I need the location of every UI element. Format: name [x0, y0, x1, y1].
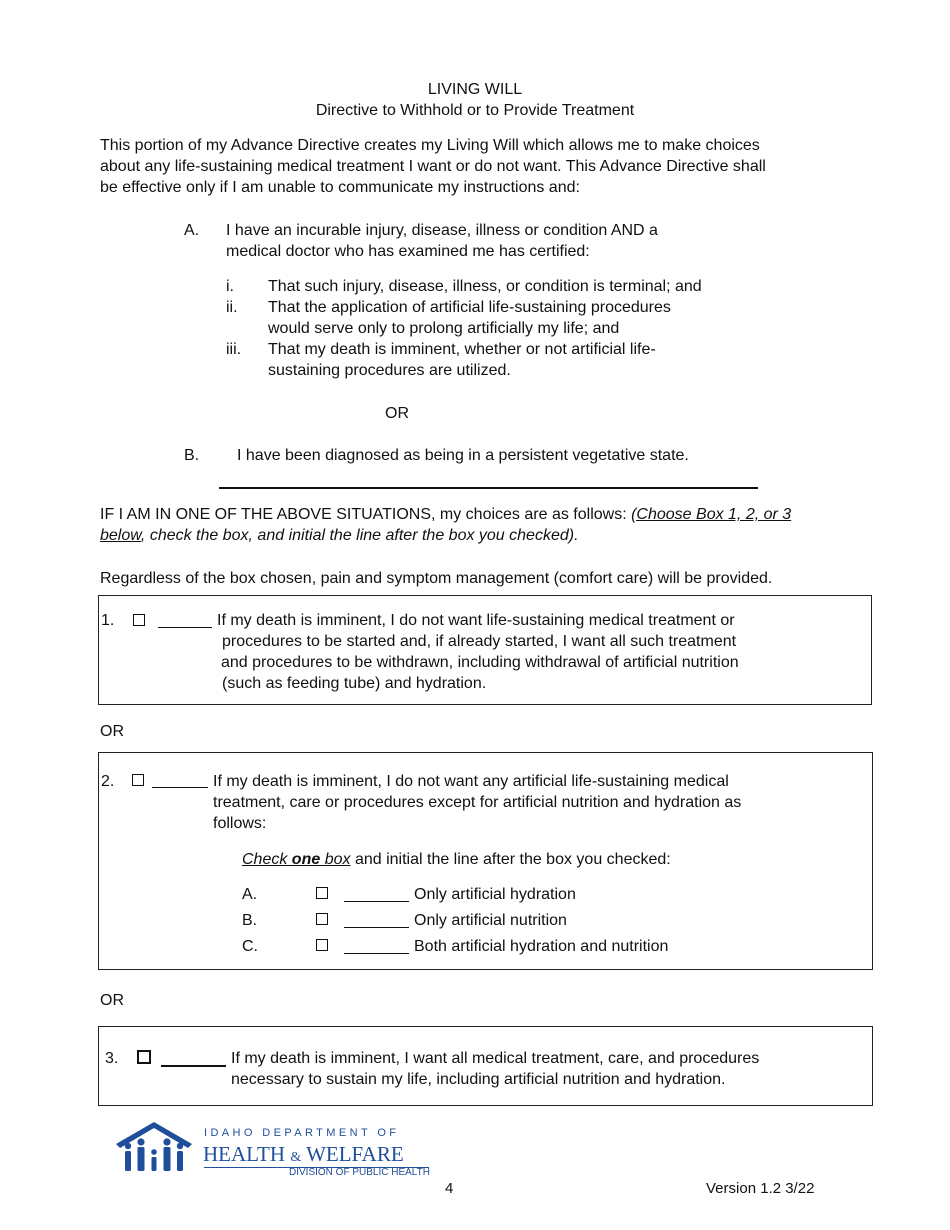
option-1-number: 1. [101, 612, 115, 629]
family-house-logo-icon [114, 1120, 194, 1174]
logo-welfare-text: WELFARE [306, 1142, 404, 1166]
sub-option-a-initials-line[interactable] [344, 886, 409, 902]
option-1-line-1: If my death is imminent, I do not want life-sustaining medical treatment or [217, 612, 735, 629]
version-label: Version 1.2 3/22 [706, 1180, 815, 1197]
sub-option-c-label: C. [242, 938, 258, 955]
sub-option-b-initials-line[interactable] [344, 912, 409, 928]
sub-option-b-text: Only artificial nutrition [414, 912, 567, 929]
option-3-line-1: If my death is imminent, I want all medical treatment, care, and procedures [231, 1050, 760, 1067]
option-2-check-instruction [242, 849, 671, 870]
one-word: one [291, 851, 321, 868]
choices-intro-line-1 [100, 504, 791, 525]
sub-option-a-checkbox[interactable] [316, 887, 328, 899]
intro-line-2: about any life-sustaining medical treatment I want or do not want. This Advance Directive shall [100, 158, 766, 175]
option-1-checkbox[interactable] [133, 614, 145, 626]
condition-a-label: A. [184, 222, 200, 239]
check-one-box [242, 851, 351, 868]
page-number: 4 [445, 1180, 454, 1197]
item-iii-text-2: sustaining procedures are utilized. [268, 362, 511, 379]
sub-option-c-initials-line[interactable] [344, 938, 409, 954]
option-2-number: 2. [101, 773, 115, 790]
sub-option-a-text: Only artificial hydration [414, 886, 576, 903]
choices-intro-caps: IF I AM IN ONE OF THE ABOVE SITUATIONS, my choices are as follows: [100, 506, 627, 523]
sub-option-c-checkbox[interactable] [316, 939, 328, 951]
intro-line-1: This portion of my Advance Directive creates my Living Will which allows me to make choices [100, 137, 760, 154]
box-word: box [320, 851, 351, 868]
or-separator-conditions: OR [385, 405, 409, 422]
sub-option-c-text: Both artificial hydration and nutrition [414, 938, 669, 955]
sub-option-a-label: A. [242, 886, 258, 903]
or-separator-2: OR [100, 992, 124, 1009]
intro-line-3: be effective only if I am unable to communicate my instructions and: [100, 179, 580, 196]
choices-instruction-a: (Choose Box 1, 2, or 3 [631, 506, 792, 523]
choices-instruction-c: , check the box, and initial the line after the box you checked). [140, 527, 579, 544]
sub-option-b-checkbox[interactable] [316, 913, 328, 925]
option-3-number: 3. [105, 1050, 119, 1067]
option-1-line-4: (such as feeding tube) and hydration. [222, 675, 487, 692]
condition-a-line-2: medical doctor who has examined me has certified: [226, 243, 590, 260]
or-separator-1: OR [100, 723, 124, 740]
item-ii-text-2: would serve only to prolong artificially my life; and [268, 320, 620, 337]
section-divider [219, 487, 758, 489]
option-2-line-2: treatment, care or procedures except for artificial nutrition and hydration as [213, 794, 742, 811]
check-instruction-rest: and initial the line after the box you checked: [350, 851, 671, 868]
option-1-initials-line[interactable] [158, 612, 212, 628]
comfort-care-note: Regardless of the box chosen, pain and symptom management (comfort care) will be provided. [100, 570, 773, 587]
item-i-text: That such injury, disease, illness, or condition is terminal; and [268, 278, 702, 295]
item-ii-label: ii. [226, 299, 238, 316]
logo-division-text: DIVISION OF PUBLIC HEALTH [289, 1167, 430, 1178]
option-3-line-2: necessary to sustain my life, including artificial nutrition and hydration. [231, 1071, 726, 1088]
document-subtitle: Directive to Withhold or to Provide Treatment [315, 102, 635, 119]
option-1-line-3: and procedures to be withdrawn, including withdrawal of artificial nutrition [221, 654, 739, 671]
logo-department-text: IDAHO DEPARTMENT OF [204, 1127, 400, 1139]
logo-ampersand: & [290, 1150, 302, 1165]
option-2-initials-line[interactable] [152, 772, 208, 788]
logo-health-text: HEALTH [203, 1142, 286, 1166]
condition-a-line-1: I have an incurable injury, disease, illness or condition AND a [226, 222, 658, 239]
option-1-line-2: procedures to be started and, if already started, I want all such treatment [222, 633, 737, 650]
option-2-checkbox[interactable] [132, 774, 144, 786]
item-ii-text-1: That the application of artificial life-sustaining procedures [268, 299, 671, 316]
option-2-line-1: If my death is imminent, I do not want any artificial life-sustaining medical [213, 773, 729, 790]
document-title: LIVING WILL [427, 81, 523, 98]
option-3-initials-line[interactable] [161, 1050, 226, 1067]
choices-instruction-b: below [100, 527, 141, 544]
item-iii-text-1: That my death is imminent, whether or not artificial life- [268, 341, 656, 358]
option-2-line-3: follows: [213, 815, 267, 832]
choices-intro-line-2 [100, 525, 579, 546]
check-word: Check [242, 851, 292, 868]
option-3-checkbox[interactable] [137, 1050, 151, 1064]
condition-b-label: B. [184, 447, 200, 464]
item-iii-label: iii. [226, 341, 242, 358]
sub-option-b-label: B. [242, 912, 258, 929]
item-i-label: i. [226, 278, 234, 295]
condition-b-text: I have been diagnosed as being in a persistent vegetative state. [237, 447, 689, 464]
